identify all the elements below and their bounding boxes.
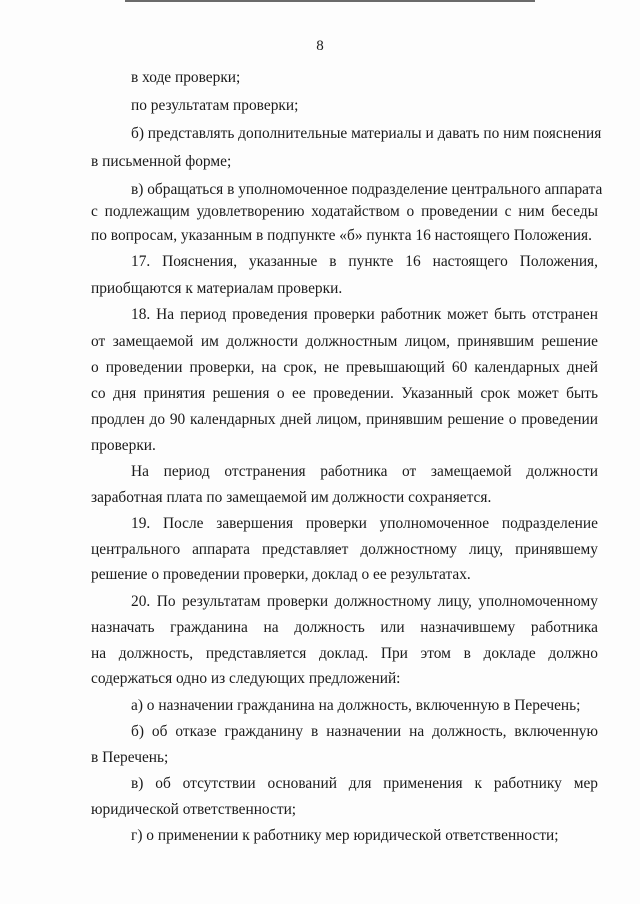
text-line: заработная плата по замещаемой им должности сохраняется. xyxy=(91,489,492,506)
text-line: а) о назначении гражданина на должность, включенную в Перечень; xyxy=(131,697,581,714)
text-line: приобщаются к материалам проверки. xyxy=(91,280,343,297)
text-line: 19. После завершения проверки уполномоченное подразделение xyxy=(131,515,598,532)
text-line: назначать гражданина на должность или назначившему работника xyxy=(91,619,598,636)
text-line: в ходе проверки; xyxy=(131,69,241,86)
scan-edge-line xyxy=(125,0,535,2)
text-line: б) об отказе гражданину в назначении на должность, включенную xyxy=(131,723,598,740)
text-line: продлен до 90 календарных дней лицом, принявшим решение о проведении xyxy=(91,411,598,428)
text-line: со дня принятия решения о ее проведении. Указанный срок может быть xyxy=(91,385,598,402)
text-line: центрального аппарата представляет должностному лицу, принявшему xyxy=(91,541,598,558)
text-line: с подлежащим удовлетворению ходатайством о проведении с ним беседы xyxy=(91,203,598,220)
text-line: о проведении проверки, на срок, не превышающий 60 календарных дней xyxy=(91,359,598,376)
text-line: б) представлять дополнительные материалы и давать по ним пояснения xyxy=(131,125,602,142)
text-line: в Перечень; xyxy=(91,749,169,766)
text-line: На период отстранения работника от замещаемой должности xyxy=(131,463,598,480)
text-line: в) обращаться в уполномоченное подразделение центрального аппарата xyxy=(131,181,603,198)
text-line: в) об отсутствии оснований для применения к работнику мер xyxy=(131,775,598,792)
text-line: 17. Пояснения, указанные в пункте 16 настоящего Положения, xyxy=(131,253,598,270)
text-line: по результатам проверки; xyxy=(131,97,299,114)
text-line: решение о проведении проверки, доклад о ее результатах. xyxy=(91,566,471,583)
text-line: проверки. xyxy=(91,437,156,454)
text-line: г) о применении к работнику мер юридической ответственности; xyxy=(131,827,559,844)
text-line: от замещаемой им должности должностным лицом, принявшим решение xyxy=(91,333,598,350)
page-number: 8 xyxy=(316,38,324,54)
text-line: содержаться одно из следующих предложений: xyxy=(91,670,401,687)
text-line: по вопросам, указанным в подпункте «б» пункта 16 настоящего Положения. xyxy=(91,227,592,244)
text-line: в письменной форме; xyxy=(91,153,232,170)
text-line: юридической ответственности; xyxy=(91,801,297,818)
text-line: 18. На период проведения проверки работник может быть отстранен xyxy=(131,306,598,323)
text-line: на должность, представляется доклад. При этом в докладе должно xyxy=(91,645,598,662)
text-line: 20. По результатам проверки должностному лицу, уполномоченному xyxy=(131,593,598,610)
